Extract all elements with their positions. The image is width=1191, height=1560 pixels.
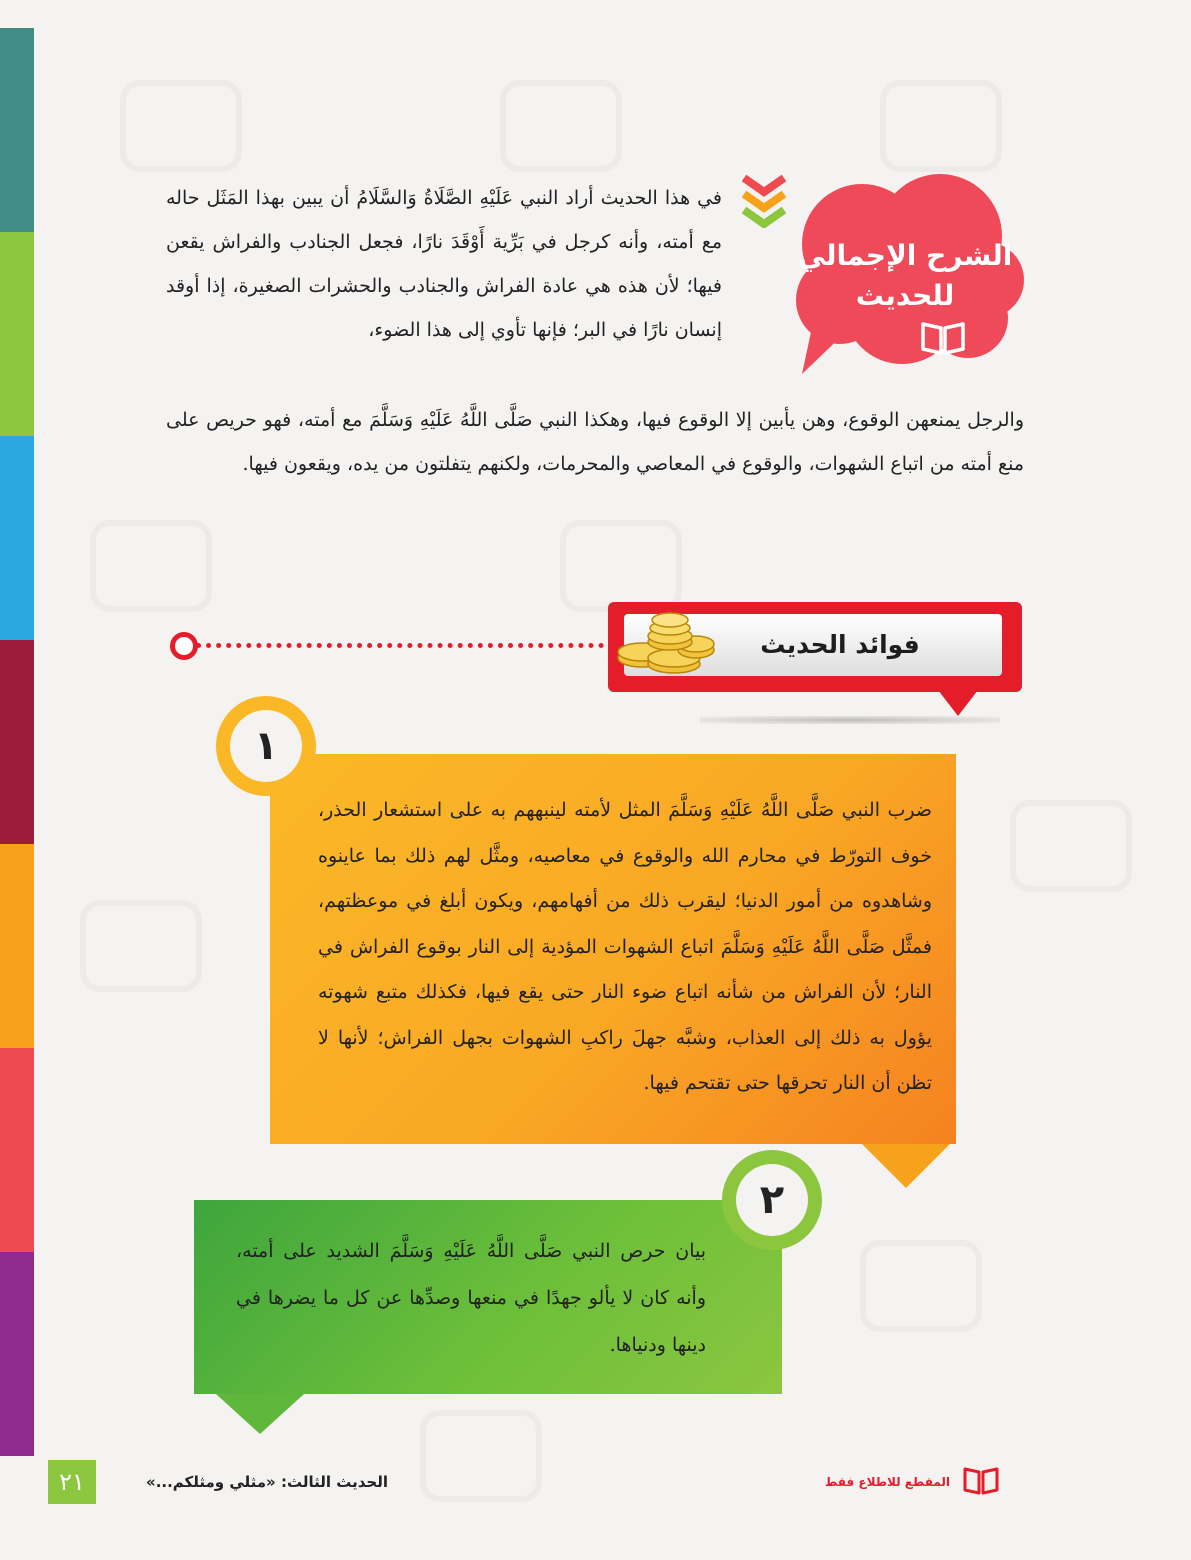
watermark-book-icon: [860, 1240, 982, 1332]
watermark-book-icon: [420, 1410, 542, 1502]
benefit-text-1: ضرب النبي صَلَّى اللَّهُ عَلَيْهِ وَسَلَّمَ المثل لأمته لينبههم به على استشعار الحذر، خوف التورّط في محارم الله والوقوع في معاصيه، ومثَّل لهم ذلك بما عاينوه وشاهدوه من أمور الدنيا؛ ليقرب ذلك من أفهامهم، ويكون أبلغ في موعظتهم، فمثَّل صَلَّى اللَّهُ عَلَيْهِ وَسَلَّمَ اتباع الشهوات المؤدية إلى النار بوقوع الفراش في النار؛ لأن الفراش من شأنه اتباع ضوء النار حتى يقع فيها، فكذلك متبع شهوته يؤول به ذلك إلى العذاب، وشبَّه جهلَ راكبِ الشهوات بجهل الفراش؛ لأنها لا تظن أن النار تحرقها حتى تقتحم فيها.: [318, 799, 932, 1094]
cloud-badge-title: [790, 236, 1020, 316]
header-shadow: [700, 716, 1000, 724]
color-strip-maroon: [0, 640, 34, 844]
color-strip-purple: [0, 1252, 34, 1456]
benefit-number-badge-1: [216, 696, 316, 796]
intro-paragraph-bottom: والرجل يمنعهن الوقوع، وهن يأبين إلا الوقوع فيها، وهكذا النبي صَلَّى اللَّهُ عَلَيْهِ وَسَلَّمَ مع أمته، فهو حريص على منع أمته من اتباع الشهوات، والوقوع في المعاصي والمحرمات، ولكنهم يتفلتون من يده، ويقعون فيها.: [166, 409, 1024, 475]
intro-paragraph-top: في هذا الحديث أراد النبي عَلَيْهِ الصَّلَاةُ وَالسَّلَامُ أن يبين بهذا المَثَل حاله مع أمته، وأنه كرجل في بَرِّية أَوْقَدَ نارًا، فجعل الجنادب والفراش يقعن فيها؛ لأن هذه هي عادة الفراش والجنادب والحشرات الصغيرة، إذا أوقد إنسان نارًا في البر؛ فإنها تأوي إلى هذا الضوء،: [166, 187, 722, 341]
chapter-title: الحديث الثالث: «مثلي ومثلكم...»: [146, 1473, 388, 1491]
color-strip-orange: [0, 844, 34, 1048]
page-number: ٢١: [48, 1460, 96, 1504]
benefit-number-badge-2: [722, 1150, 822, 1250]
cloud-badge-line1: الشرح الإجمالي: [797, 239, 1013, 272]
benefit-card-1-tail: [862, 1144, 950, 1188]
divider-ring: [170, 632, 198, 660]
benefit-number-2: ٢: [736, 1164, 808, 1236]
benefit-number-1: ١: [230, 710, 302, 782]
benefits-title: فوائد الحديث: [760, 630, 920, 659]
watermark-book-icon: [120, 80, 242, 172]
watermark-book-icon: [1010, 800, 1132, 892]
watermark-book-icon: [880, 80, 1002, 172]
open-book-icon: [962, 1466, 1000, 1496]
cloud-badge-line2: للحديث: [855, 279, 955, 312]
dotted-divider: [196, 643, 604, 648]
preview-notice: المقطع للاطلاع فقط: [824, 1475, 950, 1489]
color-strip-blue: [0, 436, 34, 640]
benefit-text-2: بيان حرص النبي صَلَّى اللَّهُ عَلَيْهِ وَسَلَّمَ الشديد على أمته، وأنه كان لا يألو جهدًا في منعها وصدِّها عن كل ما يضرها في دينها ودنياها.: [236, 1240, 706, 1356]
color-strip-lime: [0, 232, 34, 436]
gold-coins-icon: [612, 606, 716, 680]
watermark-book-icon: [80, 900, 202, 992]
chevron-down-icon: [738, 172, 790, 228]
watermark-book-icon: [560, 520, 682, 612]
benefits-header-tail: [938, 690, 978, 716]
open-book-icon: [920, 320, 966, 356]
benefit-card-2-tail: [216, 1394, 304, 1434]
watermark-book-icon: [90, 520, 212, 612]
color-strip-red: [0, 1048, 34, 1252]
watermark-book-icon: [500, 80, 622, 172]
color-strip-teal: [0, 28, 34, 232]
